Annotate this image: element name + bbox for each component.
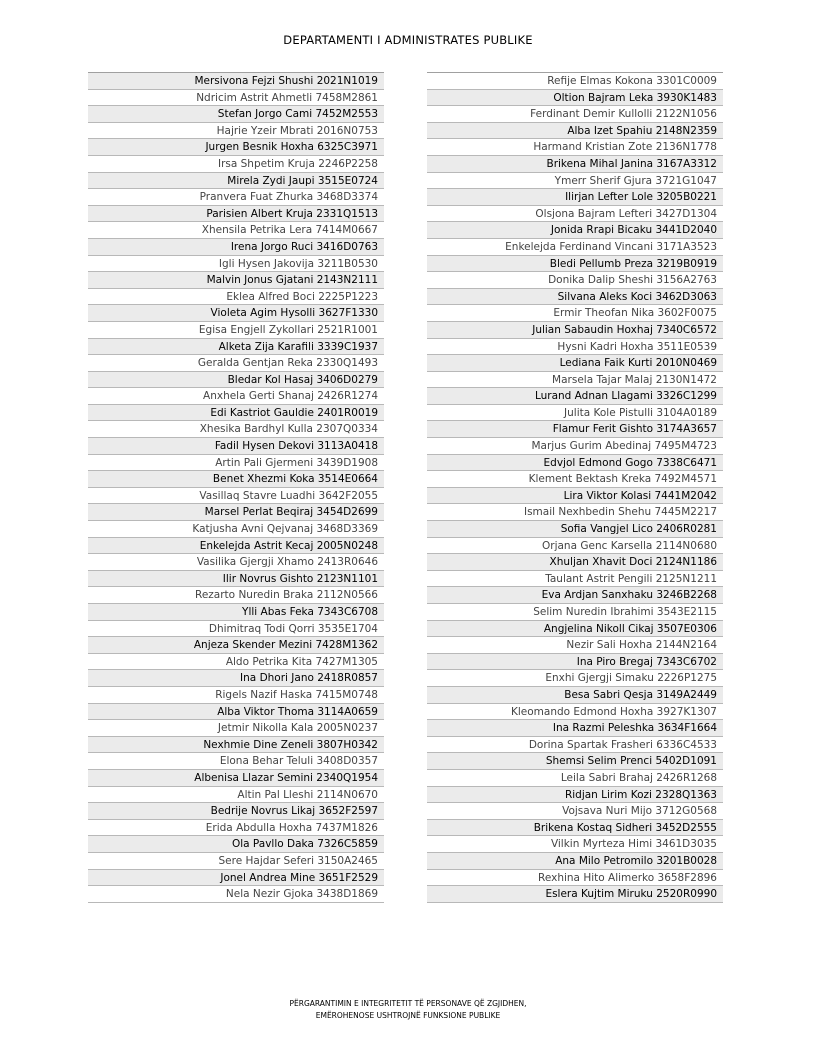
list-item: Harmand Kristian Zote 2136N1778 <box>427 139 723 156</box>
list-item: Eklea Alfred Boci 2225P1223 <box>88 289 384 306</box>
list-item: Enkelejda Ferdinand Vincani 3171A3523 <box>427 239 723 256</box>
list-item: Katjusha Avni Qejvanaj 3468D3369 <box>88 521 384 538</box>
list-item: Ferdinant Demir Kullolli 2122N1056 <box>427 106 723 123</box>
list-item: Ismail Nexhbedin Shehu 7445M2217 <box>427 504 723 521</box>
list-item: Rexhina Hito Alimerko 3658F2896 <box>427 870 723 887</box>
list-item: Violeta Agim Hysolli 3627F1330 <box>88 305 384 322</box>
list-item: Pranvera Fuat Zhurka 3468D3374 <box>88 189 384 206</box>
list-item: Oltion Bajram Leka 3930K1483 <box>427 90 723 107</box>
list-item: Alba Viktor Thoma 3114A0659 <box>88 704 384 721</box>
list-item: Ana Milo Petromilo 3201B0028 <box>427 853 723 870</box>
list-item: Elona Behar Teluli 3408D0357 <box>88 753 384 770</box>
list-item: Anjeza Skender Mezini 7428M1362 <box>88 637 384 654</box>
list-item: Ilirjan Lefter Lole 3205B0221 <box>427 189 723 206</box>
list-item: Sere Hajdar Seferi 3150A2465 <box>88 853 384 870</box>
list-item: Dhimitraq Todi Qorri 3535E1704 <box>88 621 384 638</box>
list-item: Malvin Jonus Gjatani 2143N2111 <box>88 272 384 289</box>
list-item: Enxhi Gjergji Simaku 2226P1275 <box>427 670 723 687</box>
list-item: Benet Xhezmi Koka 3514E0664 <box>88 471 384 488</box>
list-item: Brikena Mihal Janina 3167A3312 <box>427 156 723 173</box>
list-item: Aldo Petrika Kita 7427M1305 <box>88 654 384 671</box>
page-title: DEPARTAMENTI I ADMINISTRATES PUBLIKE <box>283 33 533 47</box>
list-item: Altin Pal Lleshi 2114N0670 <box>88 787 384 804</box>
list-item: Albenisa Llazar Semini 2340Q1954 <box>88 770 384 787</box>
list-item: Vojsava Nuri Mijo 3712G0568 <box>427 803 723 820</box>
list-item: Ylli Abas Feka 7343C6708 <box>88 604 384 621</box>
list-item: Brikena Kostaq Sidheri 3452D2555 <box>427 820 723 837</box>
list-item: Ermir Theofan Nika 3602F0075 <box>427 305 723 322</box>
left-name-list <box>88 72 384 903</box>
list-item: Artin Pali Gjermeni 3439D1908 <box>88 455 384 472</box>
list-item: Olsjona Bajram Lefteri 3427D1304 <box>427 206 723 223</box>
list-item: Hysni Kadri Hoxha 3511E0539 <box>427 339 723 356</box>
list-item: Jonida Rrapi Bicaku 3441D2040 <box>427 222 723 239</box>
list-item: Mirela Zydi Jaupi 3515E0724 <box>88 173 384 190</box>
list-item: Vasillaq Stavre Luadhi 3642F2055 <box>88 488 384 505</box>
list-item: Edvjol Edmond Gogo 7338C6471 <box>427 455 723 472</box>
footer-line-2: EMËROHENOSE USHTROJNË FUNKSIONE PUBLIKE <box>315 1011 501 1020</box>
list-item: Silvana Aleks Koci 3462D3063 <box>427 289 723 306</box>
list-item: Angjelina Nikoll Cikaj 3507E0306 <box>427 621 723 638</box>
footer-line-1: PËRGARANTIMIN E INTEGRITETIT TË PERSONAVE QË ZGJIDHEN, <box>289 999 527 1008</box>
list-item: Mersivona Fejzi Shushi 2021N1019 <box>88 73 384 90</box>
list-item: Xhesika Bardhyl Kulla 2307Q0334 <box>88 421 384 438</box>
list-item: Ymerr Sherif Gjura 3721G1047 <box>427 173 723 190</box>
list-item: Stefan Jorgo Cami 7452M2553 <box>88 106 384 123</box>
list-item: Klement Bektash Kreka 7492M4571 <box>427 471 723 488</box>
list-item: Sofia Vangjel Lico 2406R0281 <box>427 521 723 538</box>
list-item: Ina Piro Bregaj 7343C6702 <box>427 654 723 671</box>
list-item: Nexhmie Dine Zeneli 3807H0342 <box>88 737 384 754</box>
list-item: Bledar Kol Hasaj 3406D0279 <box>88 372 384 389</box>
list-item: Fadil Hysen Dekovi 3113A0418 <box>88 438 384 455</box>
list-item: Dorina Spartak Frasheri 6336C4533 <box>427 737 723 754</box>
list-item: Refije Elmas Kokona 3301C0009 <box>427 73 723 90</box>
list-item: Bedrije Novrus Likaj 3652F2597 <box>88 803 384 820</box>
list-item: Enkelejda Astrit Kecaj 2005N0248 <box>88 538 384 555</box>
list-item: Nela Nezir Gjoka 3438D1869 <box>88 886 384 903</box>
list-item: Marsela Tajar Malaj 2130N1472 <box>427 372 723 389</box>
list-item: Irena Jorgo Ruci 3416D0763 <box>88 239 384 256</box>
list-item: Flamur Ferit Gishto 3174A3657 <box>427 421 723 438</box>
list-item: Jurgen Besnik Hoxha 6325C3971 <box>88 139 384 156</box>
list-item: Lira Viktor Kolasi 7441M2042 <box>427 488 723 505</box>
list-item: Selim Nuredin Ibrahimi 3543E2115 <box>427 604 723 621</box>
list-item: Igli Hysen Jakovija 3211B0530 <box>88 256 384 273</box>
list-item: Rigels Nazif Haska 7415M0748 <box>88 687 384 704</box>
list-item: Vasilika Gjergji Xhamo 2413R0646 <box>88 554 384 571</box>
list-item: Rezarto Nuredin Braka 2112N0566 <box>88 587 384 604</box>
list-item: Ina Razmi Peleshka 3634F1664 <box>427 720 723 737</box>
list-item: Jetmir Nikolla Kala 2005N0237 <box>88 720 384 737</box>
list-item: Donika Dalip Sheshi 3156A2763 <box>427 272 723 289</box>
list-item: Kleomando Edmond Hoxha 3927K1307 <box>427 704 723 721</box>
list-item: Besa Sabri Qesja 3149A2449 <box>427 687 723 704</box>
list-item: Taulant Astrit Pengili 2125N1211 <box>427 571 723 588</box>
list-item: Alba Izet Spahiu 2148N2359 <box>427 123 723 140</box>
list-item: Xhuljan Xhavit Doci 2124N1186 <box>427 554 723 571</box>
list-item: Edi Kastriot Gauldie 2401R0019 <box>88 405 384 422</box>
right-name-list <box>427 72 723 903</box>
list-item: Ndricim Astrit Ahmetli 7458M2861 <box>88 90 384 107</box>
list-item: Hajrie Yzeir Mbrati 2016N0753 <box>88 123 384 140</box>
list-item: Shemsi Selim Prenci 5402D1091 <box>427 753 723 770</box>
list-item: Eva Ardjan Sanxhaku 3246B2268 <box>427 587 723 604</box>
list-item: Marjus Gurim Abedinaj 7495M4723 <box>427 438 723 455</box>
list-item: Julian Sabaudin Hoxhaj 7340C6572 <box>427 322 723 339</box>
list-item: Geralda Gentjan Reka 2330Q1493 <box>88 355 384 372</box>
list-item: Erida Abdulla Hoxha 7437M1826 <box>88 820 384 837</box>
footer <box>0 998 816 1022</box>
list-item: Alketa Zija Karafili 3339C1937 <box>88 339 384 356</box>
list-item: Anxhela Gerti Shanaj 2426R1274 <box>88 388 384 405</box>
list-item: Ola Pavllo Daka 7326C5859 <box>88 836 384 853</box>
list-item: Xhensila Petrika Lera 7414M0667 <box>88 222 384 239</box>
list-item: Leila Sabri Brahaj 2426R1268 <box>427 770 723 787</box>
list-item: Parisien Albert Kruja 2331Q1513 <box>88 206 384 223</box>
list-item: Ina Dhori Jano 2418R0857 <box>88 670 384 687</box>
list-item: Marsel Perlat Beqiraj 3454D2699 <box>88 504 384 521</box>
list-item: Ridjan Lirim Kozi 2328Q1363 <box>427 787 723 804</box>
list-item: Orjana Genc Karsella 2114N0680 <box>427 538 723 555</box>
list-item: Ilir Novrus Gishto 2123N1101 <box>88 571 384 588</box>
list-item: Eslera Kujtim Miruku 2520R0990 <box>427 886 723 903</box>
list-item: Egisa Engjell Zykollari 2521R1001 <box>88 322 384 339</box>
list-item: Vilkin Myrteza Himi 3461D3035 <box>427 836 723 853</box>
list-item: Jonel Andrea Mine 3651F2529 <box>88 870 384 887</box>
list-item: Lediana Faik Kurti 2010N0469 <box>427 355 723 372</box>
list-item: Irsa Shpetim Kruja 2246P2258 <box>88 156 384 173</box>
list-item: Lurand Adnan Llagami 3326C1299 <box>427 388 723 405</box>
list-item: Bledi Pellumb Preza 3219B0919 <box>427 256 723 273</box>
list-item: Julita Kole Pistulli 3104A0189 <box>427 405 723 422</box>
list-item: Nezir Sali Hoxha 2144N2164 <box>427 637 723 654</box>
